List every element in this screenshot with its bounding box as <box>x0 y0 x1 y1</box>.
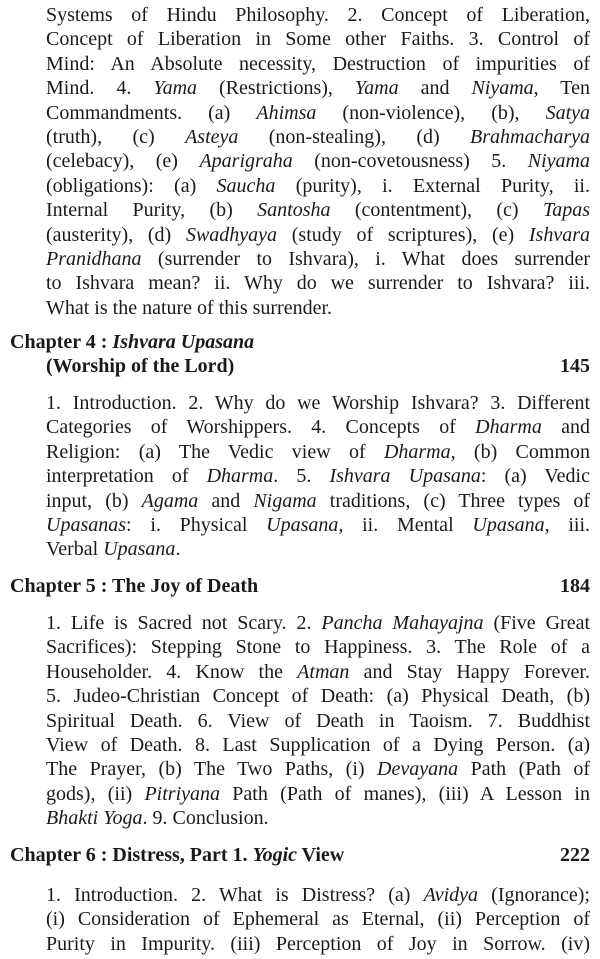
chapter-label: Chapter 5 : The Joy of Death <box>10 575 259 597</box>
chapter-label: Chapter 6 : Distress, Part 1. <box>10 844 253 866</box>
text-segment: (non-violence), (b), <box>316 101 546 124</box>
text-line <box>46 223 590 247</box>
text-segment: : (a) Vedic <box>480 465 590 488</box>
text-segment: Householder. 4. Know the <box>46 660 298 683</box>
text-line <box>46 415 590 439</box>
page-number: 184 <box>560 575 590 597</box>
text-segment: Systems of Hindu Philosophy. 2. Concept of Liberation, <box>46 4 590 26</box>
text-line <box>46 3 590 27</box>
italic-term: Dharma <box>475 416 542 439</box>
italic-term: Avidya <box>423 884 479 906</box>
text-segment: (non-stealing), (d) <box>238 125 471 148</box>
text-line <box>46 907 590 931</box>
italic-term: Brahmacharya <box>470 125 591 148</box>
text-segment: What is the nature of this surrender. <box>46 296 333 319</box>
italic-term: Niyama <box>471 77 534 100</box>
text-segment: Religion: (a) The Vedic view of <box>46 440 384 463</box>
italic-term: Santosha <box>257 199 331 222</box>
text-segment: . 5. <box>273 465 330 488</box>
text-segment: traditions, (c) Three types of <box>316 489 591 512</box>
chapter-6-contents <box>46 883 590 956</box>
italic-term: Swadhyaya <box>185 223 278 246</box>
italic-term: Upasana <box>103 538 176 561</box>
text-segment: (contentment), (c) <box>330 199 543 222</box>
italic-term: Satya <box>545 101 590 124</box>
text-segment: , ii. Mental <box>338 513 473 536</box>
text-segment: and <box>198 489 254 512</box>
text-segment: and <box>398 77 472 100</box>
italic-term: Dharma, <box>383 440 456 463</box>
text-segment: (austerity), (d) <box>46 223 186 246</box>
text-line <box>46 537 590 561</box>
italic-term: Atman <box>297 660 350 683</box>
text-segment: (truth), (c) <box>46 125 186 148</box>
text-segment: 1. Introduction. 2. What is Distress? (a) <box>46 884 424 906</box>
text-line <box>46 806 590 830</box>
text-segment: 5. Judeo-Christian Concept of Death: (a) Physical Death, (b) <box>46 685 590 708</box>
chapter-title-suffix: View <box>297 844 345 866</box>
text-segment: (Five Great <box>483 612 591 634</box>
text-line <box>46 271 590 295</box>
italic-term: Upasana <box>266 513 339 536</box>
text-segment: and Stay Happy Forever. <box>349 660 590 683</box>
text-segment: (non-covetousness) 5. <box>292 150 528 173</box>
page-number: 145 <box>560 355 590 378</box>
text-segment: (Restrictions), <box>197 77 355 100</box>
text-segment: : i. Physical <box>126 513 267 536</box>
text-line <box>46 635 590 659</box>
italic-term: Upasanas <box>46 513 127 536</box>
text-segment: (i) Consideration of Ephemeral as Eternal, (ii) Perception of <box>46 908 590 931</box>
chapter-5-heading <box>10 574 590 598</box>
text-line <box>46 883 590 907</box>
text-segment: (celebacy), (e) <box>46 150 200 173</box>
italic-term: Pitriyana <box>144 782 221 805</box>
text-line <box>46 440 590 464</box>
page-number: 222 <box>560 844 590 866</box>
text-line <box>46 932 590 956</box>
italic-term: Dharma <box>206 465 274 488</box>
italic-term: Nigama <box>253 489 317 512</box>
text-segment: Categories of Worshippers. 4. Concepts of <box>46 416 476 439</box>
text-line <box>46 149 590 173</box>
text-line <box>46 174 590 198</box>
chapter-4-heading <box>10 330 590 379</box>
text-line <box>46 684 590 708</box>
text-line <box>46 489 590 513</box>
chapter-subtitle: (Worship of the Lord) <box>46 355 235 378</box>
italic-term: Upasana <box>472 513 545 536</box>
text-segment: gods), (ii) <box>46 782 145 805</box>
chapter-5-contents <box>46 611 590 831</box>
text-segment: (surrender to Ishvara), i. What does surrender <box>141 247 590 270</box>
text-line <box>46 611 590 635</box>
text-segment: Concept of Liberation in Some other Faiths. 3. Control of <box>46 28 590 51</box>
text-segment: Spiritual Death. 6. View of Death in Taoism. 7. Buddhist <box>46 709 590 732</box>
italic-term: Ishvara Upasana <box>329 465 481 488</box>
text-segment: interpretation of <box>46 465 207 488</box>
text-segment: Commandments. (a) <box>46 101 257 124</box>
text-segment: (study of scriptures), (e) <box>277 223 529 246</box>
text-segment: Path (Path of manes), (iii) A Lesson in <box>220 782 590 805</box>
text-segment: input, (b) <box>46 489 142 512</box>
text-segment: Mind. 4. <box>46 77 154 100</box>
text-segment: 1. Life is Sacred not Scary. 2. <box>46 612 322 634</box>
text-segment: (purity), i. External Purity, ii. <box>275 174 590 197</box>
text-segment: to Ishvara mean? ii. Why do we surrender to Ishvara? iii. <box>46 272 590 295</box>
text-segment: Purity in Impurity. (iii) Perception of Joy in Sorrow. (iv) <box>46 932 590 955</box>
text-line <box>46 76 590 100</box>
text-segment: . <box>175 538 181 561</box>
text-segment: 1. Introduction. 2. Why do we Worship Ishvara? 3. Different <box>46 392 590 414</box>
chapter-title: Ishvara Upasana <box>112 331 255 353</box>
text-line <box>46 660 590 684</box>
text-line <box>46 733 590 757</box>
chapter-title: Yogic <box>252 844 297 866</box>
text-segment: , Ten <box>533 77 590 100</box>
text-segment: Path (Path of <box>458 758 590 781</box>
chapter-3-contents <box>46 3 590 320</box>
text-line <box>46 101 590 125</box>
text-segment: View of Death. 8. Last Supplication of a Dying Person. (a) <box>46 733 590 756</box>
text-segment: Sacrifices): Stepping Stone to Happiness. 3. The Role of a <box>46 636 590 659</box>
italic-term: Ishvara <box>528 223 590 246</box>
italic-term: Tapas <box>542 199 591 222</box>
text-line <box>46 198 590 222</box>
text-segment: (b) Common <box>455 440 590 463</box>
text-line <box>46 52 590 76</box>
text-segment: The Prayer, (b) The Two Paths, (i) <box>46 758 378 781</box>
italic-term: Yama <box>153 77 198 100</box>
chapter-label: Chapter 4 : <box>10 331 113 353</box>
text-segment: . 9. Conclusion. <box>142 807 269 830</box>
chapter-6-heading <box>10 843 590 867</box>
text-line <box>46 757 590 781</box>
text-segment: Internal Purity, (b) <box>46 199 258 222</box>
text-segment: Verbal <box>46 538 104 561</box>
text-line <box>46 125 590 149</box>
text-line <box>46 782 590 806</box>
text-segment: (obligations): (a) <box>46 174 217 197</box>
text-line <box>46 464 590 488</box>
italic-term: Pranidhana <box>46 247 142 270</box>
text-line <box>46 391 590 415</box>
italic-term: Bhakti Yoga <box>46 807 143 830</box>
text-line <box>46 247 590 271</box>
text-line <box>46 709 590 733</box>
italic-term: Niyama <box>527 150 590 173</box>
text-line <box>46 27 590 51</box>
italic-term: Ahimsa <box>256 101 317 124</box>
italic-term: Devayana <box>377 758 459 781</box>
italic-term: Saucha <box>216 174 276 197</box>
text-segment: , iii. <box>544 513 591 536</box>
italic-term: Yama <box>354 77 399 100</box>
text-segment: and <box>541 416 590 439</box>
text-line <box>46 513 590 537</box>
text-line <box>46 296 590 320</box>
text-segment: (Ignorance); <box>478 884 590 906</box>
chapter-4-contents <box>46 391 590 562</box>
italic-term: Agama <box>141 489 199 512</box>
italic-term: Aparigraha <box>199 150 293 173</box>
text-segment: Mind: An Absolute necessity, Destruction of impurities of <box>46 52 590 75</box>
italic-term: Pancha Mahayajna <box>321 612 484 634</box>
italic-term: Asteya <box>185 125 239 148</box>
